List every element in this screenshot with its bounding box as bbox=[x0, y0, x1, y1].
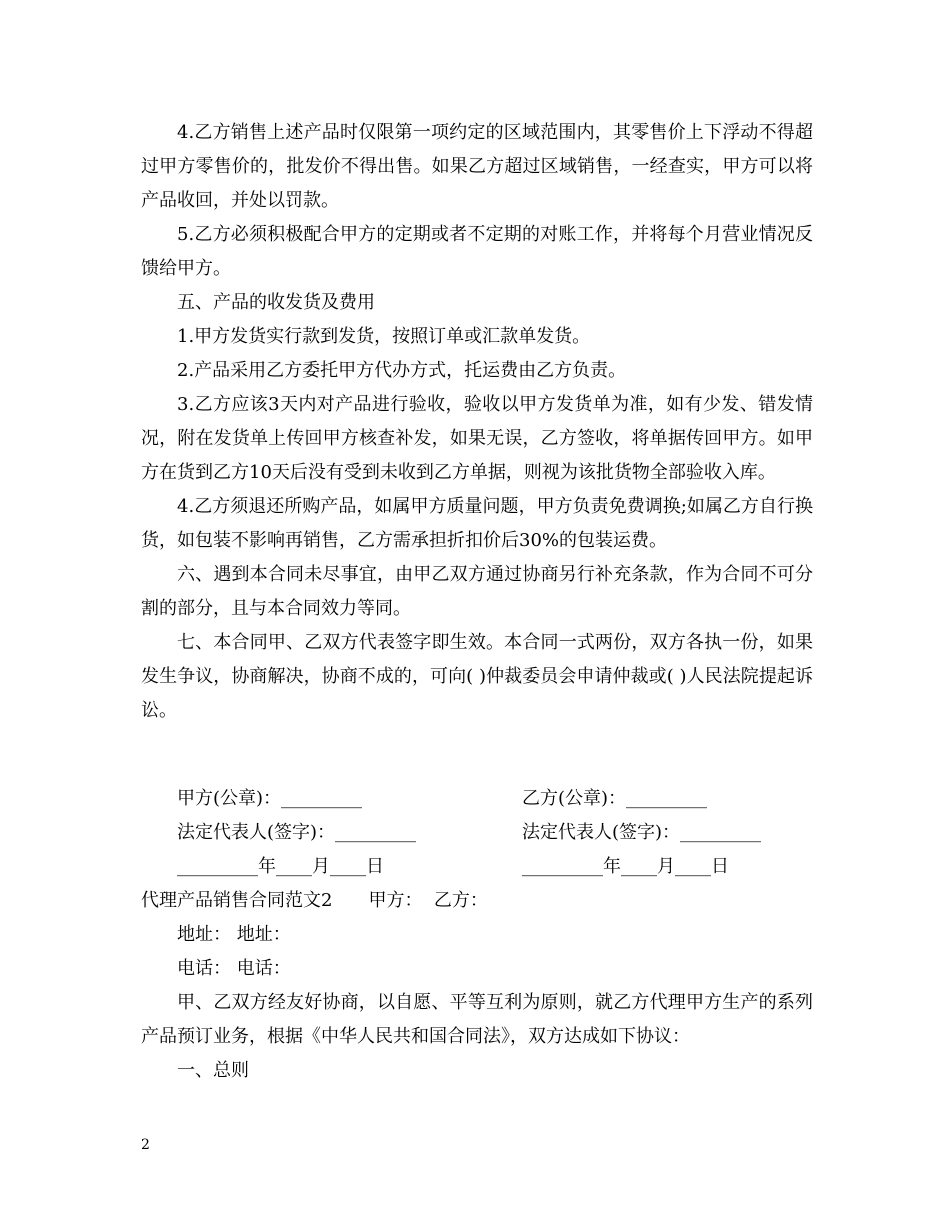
party-b-representative-line: 法定代表人(签字)：_________ bbox=[522, 822, 762, 843]
clause-4-sales-region: 4.乙方销售上述产品时仅限第一项约定的区域范围内，其零售价上下浮动不得超过甲方零售价的，批发价不得出售。如果乙方超过区域销售，一经查实，甲方可以将产品收回，并处以罚款。 bbox=[141, 122, 813, 211]
clause-5-reconciliation: 5.乙方必须积极配合甲方的定期或者不定期的对账工作，并将每个月营业情况反馈给甲方。 bbox=[141, 224, 813, 279]
party-b-seal-line: 乙方(公章)：_________ bbox=[522, 788, 708, 809]
phone-line: 电话： 电话： bbox=[177, 958, 291, 979]
party-a-date-line: _________年____月____日 bbox=[177, 856, 384, 877]
seal-row bbox=[141, 782, 813, 816]
representative-row bbox=[141, 816, 813, 850]
contract-body-top bbox=[141, 116, 813, 728]
second-contract-title-line bbox=[141, 884, 813, 918]
address-line: 地址： 地址： bbox=[177, 924, 291, 945]
second-contract-title: 代理产品销售合同范文2 bbox=[141, 890, 333, 911]
section-5-heading: 五、产品的收发货及费用 bbox=[177, 292, 375, 313]
general-provisions-heading: 一、总则 bbox=[177, 1060, 249, 1081]
party-a-seal-line: 甲方(公章)：_________ bbox=[177, 788, 363, 809]
signature-block bbox=[141, 782, 813, 884]
section-6-paragraph: 六、遇到本合同未尽事宜，由甲乙双方通过协商另行补充条款，作为合同不可分割的部分，且与本合同效力等同。 bbox=[141, 564, 813, 619]
party-b-date-line: _________年____月____日 bbox=[522, 856, 729, 877]
party-a-label: 甲方： bbox=[368, 890, 423, 911]
party-a-representative-line: 法定代表人(签字)：_________ bbox=[177, 822, 417, 843]
page-number: 2 bbox=[141, 1137, 150, 1153]
delivery-clause-1: 1.甲方发货实行款到发货，按照订单或汇款单发货。 bbox=[177, 326, 591, 347]
second-contract-intro: 甲、乙双方经友好协商，以自愿、平等互利为原则，就乙方代理甲方生产的系列产品预订业务，根据《中华人民共和国合同法》，双方达成如下协议： bbox=[141, 992, 813, 1047]
date-row bbox=[141, 850, 813, 884]
delivery-clause-3: 3.乙方应该3天内对产品进行验收，验收以甲方发货单为准，如有少发、错发情况，附在发货单上传回甲方核查补发，如果无误，乙方签收，将单据传回甲方。如甲方在货到乙方10天后没有受到未收到乙方单据，则视为该批货物全部验收入库。 bbox=[141, 394, 813, 483]
party-b-label: 乙方： bbox=[433, 890, 488, 911]
second-contract-block bbox=[141, 884, 813, 1088]
delivery-clause-4: 4.乙方须退还所购产品，如属甲方质量问题，甲方负责免费调换;如属乙方自行换货，如包装不影响再销售，乙方需承担折扣价后30%的包装运费。 bbox=[141, 496, 813, 551]
section-7-paragraph: 七、本合同甲、乙双方代表签字即生效。本合同一式两份，双方各执一份，如果发生争议，协商解决，协商不成的，可向( )仲裁委员会申请仲裁或( )人民法院提起诉讼。 bbox=[141, 632, 813, 721]
delivery-clause-2: 2.产品采用乙方委托甲方代办方式，托运费由乙方负责。 bbox=[177, 360, 627, 381]
